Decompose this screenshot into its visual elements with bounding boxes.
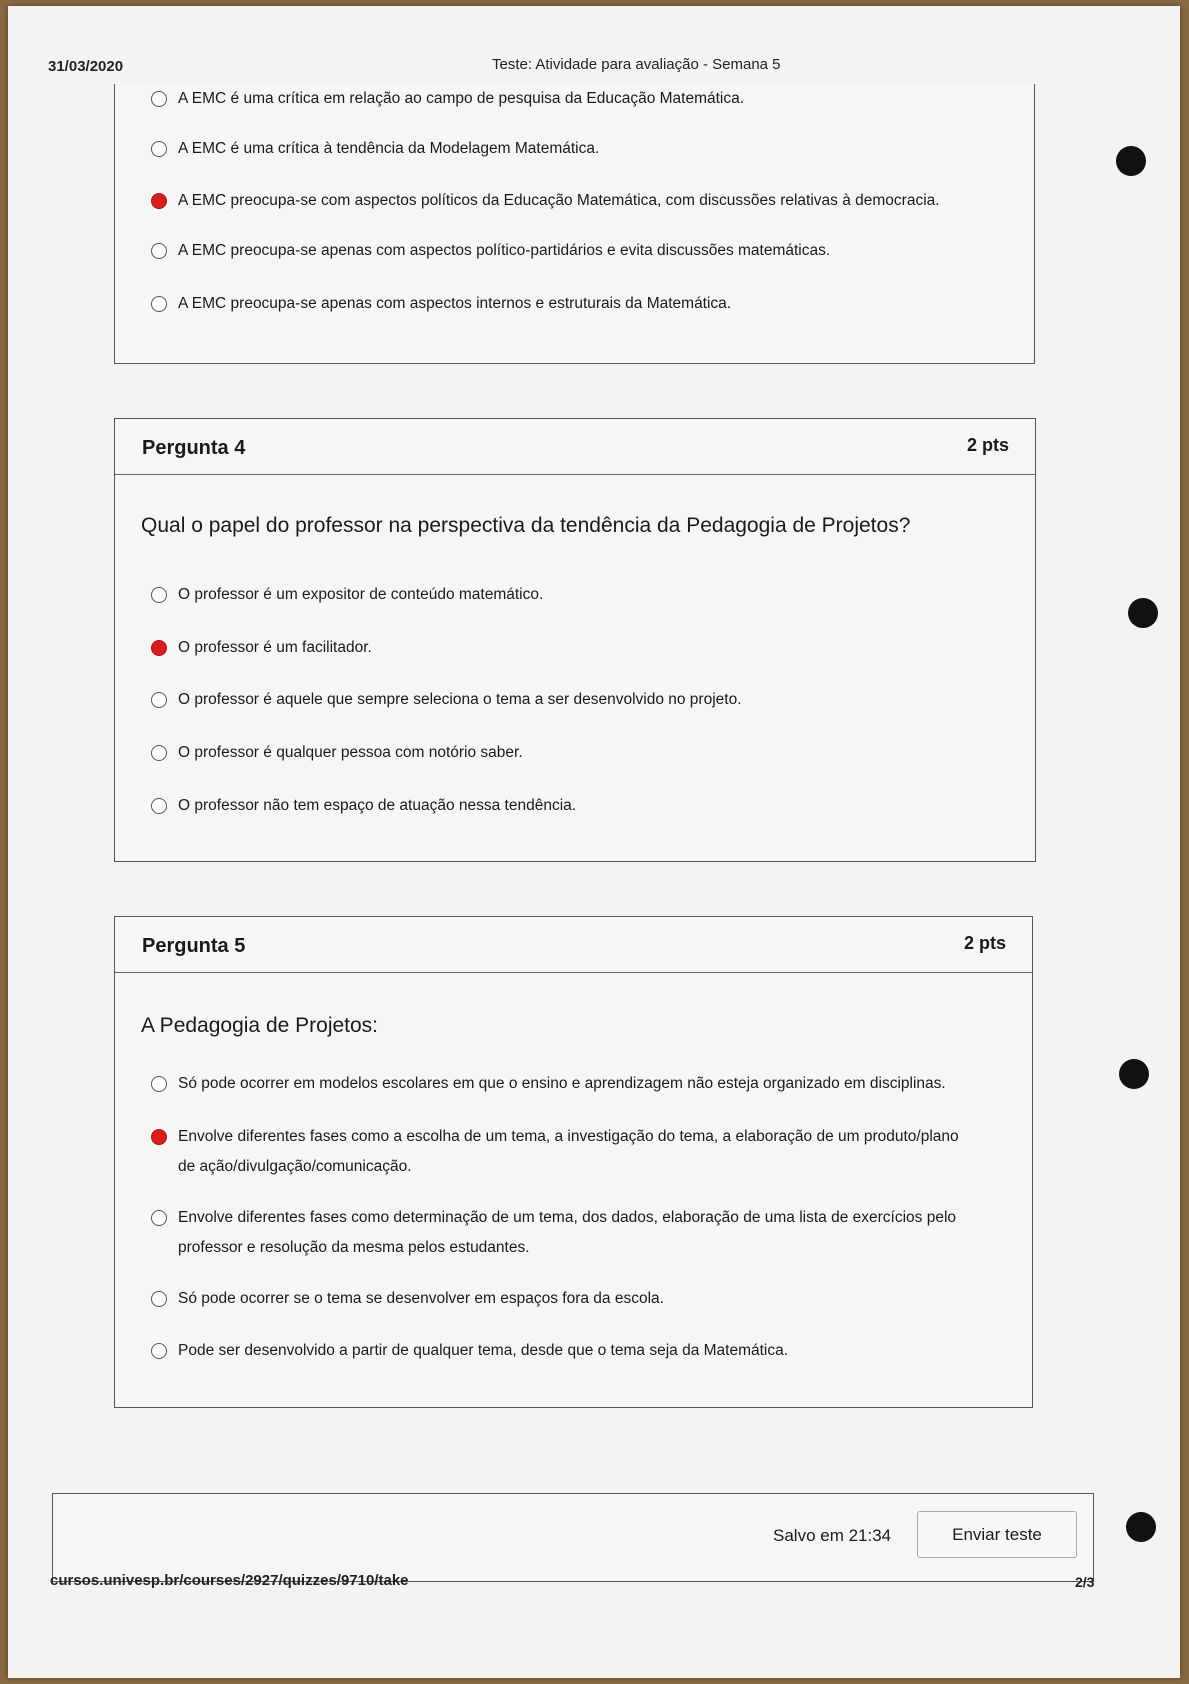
radio-icon[interactable]: [151, 1076, 167, 1092]
question-3-option-5[interactable]: [151, 289, 731, 319]
question-title: Pergunta 5: [142, 935, 246, 957]
radio-icon[interactable]: [151, 798, 167, 814]
radio-selected-icon[interactable]: [151, 193, 167, 209]
option-label: Só pode ocorrer em modelos escolares em que o ensino e aprendizagem não esteja organizado em disciplinas.: [178, 1075, 946, 1092]
question-3-card: [114, 84, 1035, 364]
option-label: Pode ser desenvolvido a partir de qualquer tema, desde que o tema seja da Matemática.: [178, 1342, 789, 1359]
radio-icon[interactable]: [151, 296, 167, 312]
question-3-option-1[interactable]: [151, 84, 744, 114]
print-page-title: Teste: Atividade para avaliação - Semana 5: [492, 56, 781, 73]
question-title: Pergunta 4: [142, 437, 246, 459]
radio-icon[interactable]: [151, 1343, 167, 1359]
question-5-option-2[interactable]: [151, 1122, 959, 1182]
question-4-option-2[interactable]: [151, 633, 372, 663]
question-4-option-1[interactable]: [151, 580, 543, 610]
option-label: A EMC preocupa-se com aspectos políticos da Educação Matemática, com discussões relativas à democracia.: [178, 192, 940, 209]
radio-icon[interactable]: [151, 745, 167, 761]
option-label: A EMC é uma crítica à tendência da Modelagem Matemática.: [178, 140, 600, 157]
question-5-option-1[interactable]: [151, 1069, 946, 1099]
radio-icon[interactable]: [151, 1291, 167, 1307]
question-points: 2 pts: [966, 435, 1009, 455]
option-label: O professor é qualquer pessoa com notório saber.: [178, 744, 523, 761]
radio-icon[interactable]: [151, 141, 167, 157]
question-3-option-4[interactable]: [151, 236, 830, 266]
question-5-option-4[interactable]: [151, 1284, 664, 1314]
question-4-header: [115, 419, 1035, 475]
option-label-block: [178, 1122, 959, 1182]
radio-selected-icon[interactable]: [151, 640, 167, 656]
question-5-card: [114, 916, 1033, 1408]
saved-status: Salvo em 21:34: [773, 1526, 892, 1545]
option-label: Envolve diferentes fases como a escolha de um tema, a investigação do tema, a elaboração de um produto/plano: [178, 1128, 959, 1145]
option-label: Envolve diferentes fases como determinação de um tema, dos dados, elaboração de uma lista de exercícios pelo: [178, 1209, 957, 1226]
option-label-cont: professor e resolução da mesma pelos estudantes.: [178, 1239, 530, 1256]
question-3-option-2[interactable]: [151, 134, 599, 164]
option-label: A EMC preocupa-se apenas com aspectos internos e estruturais da Matemática.: [178, 295, 732, 312]
question-4-option-5[interactable]: [151, 791, 576, 821]
option-label: A EMC é uma crítica em relação ao campo de pesquisa da Educação Matemática.: [178, 90, 745, 107]
option-label: O professor não tem espaço de atuação nessa tendência.: [178, 797, 577, 814]
question-5-header: [115, 917, 1032, 973]
punch-hole: [1116, 146, 1146, 176]
page-url: cursos.univesp.br/courses/2927/quizzes/9710/take: [50, 1572, 409, 1589]
question-points: 2 pts: [963, 933, 1006, 953]
option-label: A EMC preocupa-se apenas com aspectos político-partidários e evita discussões matemáticas.: [178, 242, 831, 259]
question-4-option-3[interactable]: [151, 685, 742, 715]
punch-hole: [1119, 1059, 1149, 1089]
question-text: Qual o papel do professor na perspectiva da tendência da Pedagogia de Projetos?: [141, 514, 911, 537]
option-label: O professor é um facilitador.: [178, 639, 372, 656]
submit-quiz-button[interactable]: Enviar teste: [917, 1511, 1077, 1558]
question-5-option-5[interactable]: [151, 1336, 788, 1366]
question-text: A Pedagogia de Projetos:: [141, 1014, 379, 1037]
punch-hole: [1126, 1512, 1156, 1542]
option-label: Só pode ocorrer se o tema se desenvolver em espaços fora da escola.: [178, 1290, 664, 1307]
page-number: 2/3: [1075, 1574, 1095, 1590]
print-date: 31/03/2020: [48, 58, 124, 75]
quiz-submit-bar: [52, 1493, 1094, 1582]
question-3-option-3[interactable]: [151, 186, 940, 216]
option-label-cont: de ação/divulgação/comunicação.: [178, 1158, 412, 1175]
radio-selected-icon[interactable]: [151, 1129, 167, 1145]
radio-icon[interactable]: [151, 692, 167, 708]
radio-icon[interactable]: [151, 587, 167, 603]
punch-hole: [1128, 598, 1158, 628]
question-4-card: [114, 418, 1036, 862]
radio-icon[interactable]: [151, 243, 167, 259]
option-label: O professor é um expositor de conteúdo matemático.: [178, 586, 544, 603]
question-4-option-4[interactable]: [151, 738, 523, 768]
option-label: O professor é aquele que sempre seleciona o tema a ser desenvolvido no projeto.: [178, 691, 742, 708]
radio-icon[interactable]: [151, 91, 167, 107]
question-5-option-3[interactable]: [151, 1203, 956, 1263]
radio-icon[interactable]: [151, 1210, 167, 1226]
printed-page: [8, 6, 1180, 1678]
option-label-block: [178, 1203, 956, 1263]
